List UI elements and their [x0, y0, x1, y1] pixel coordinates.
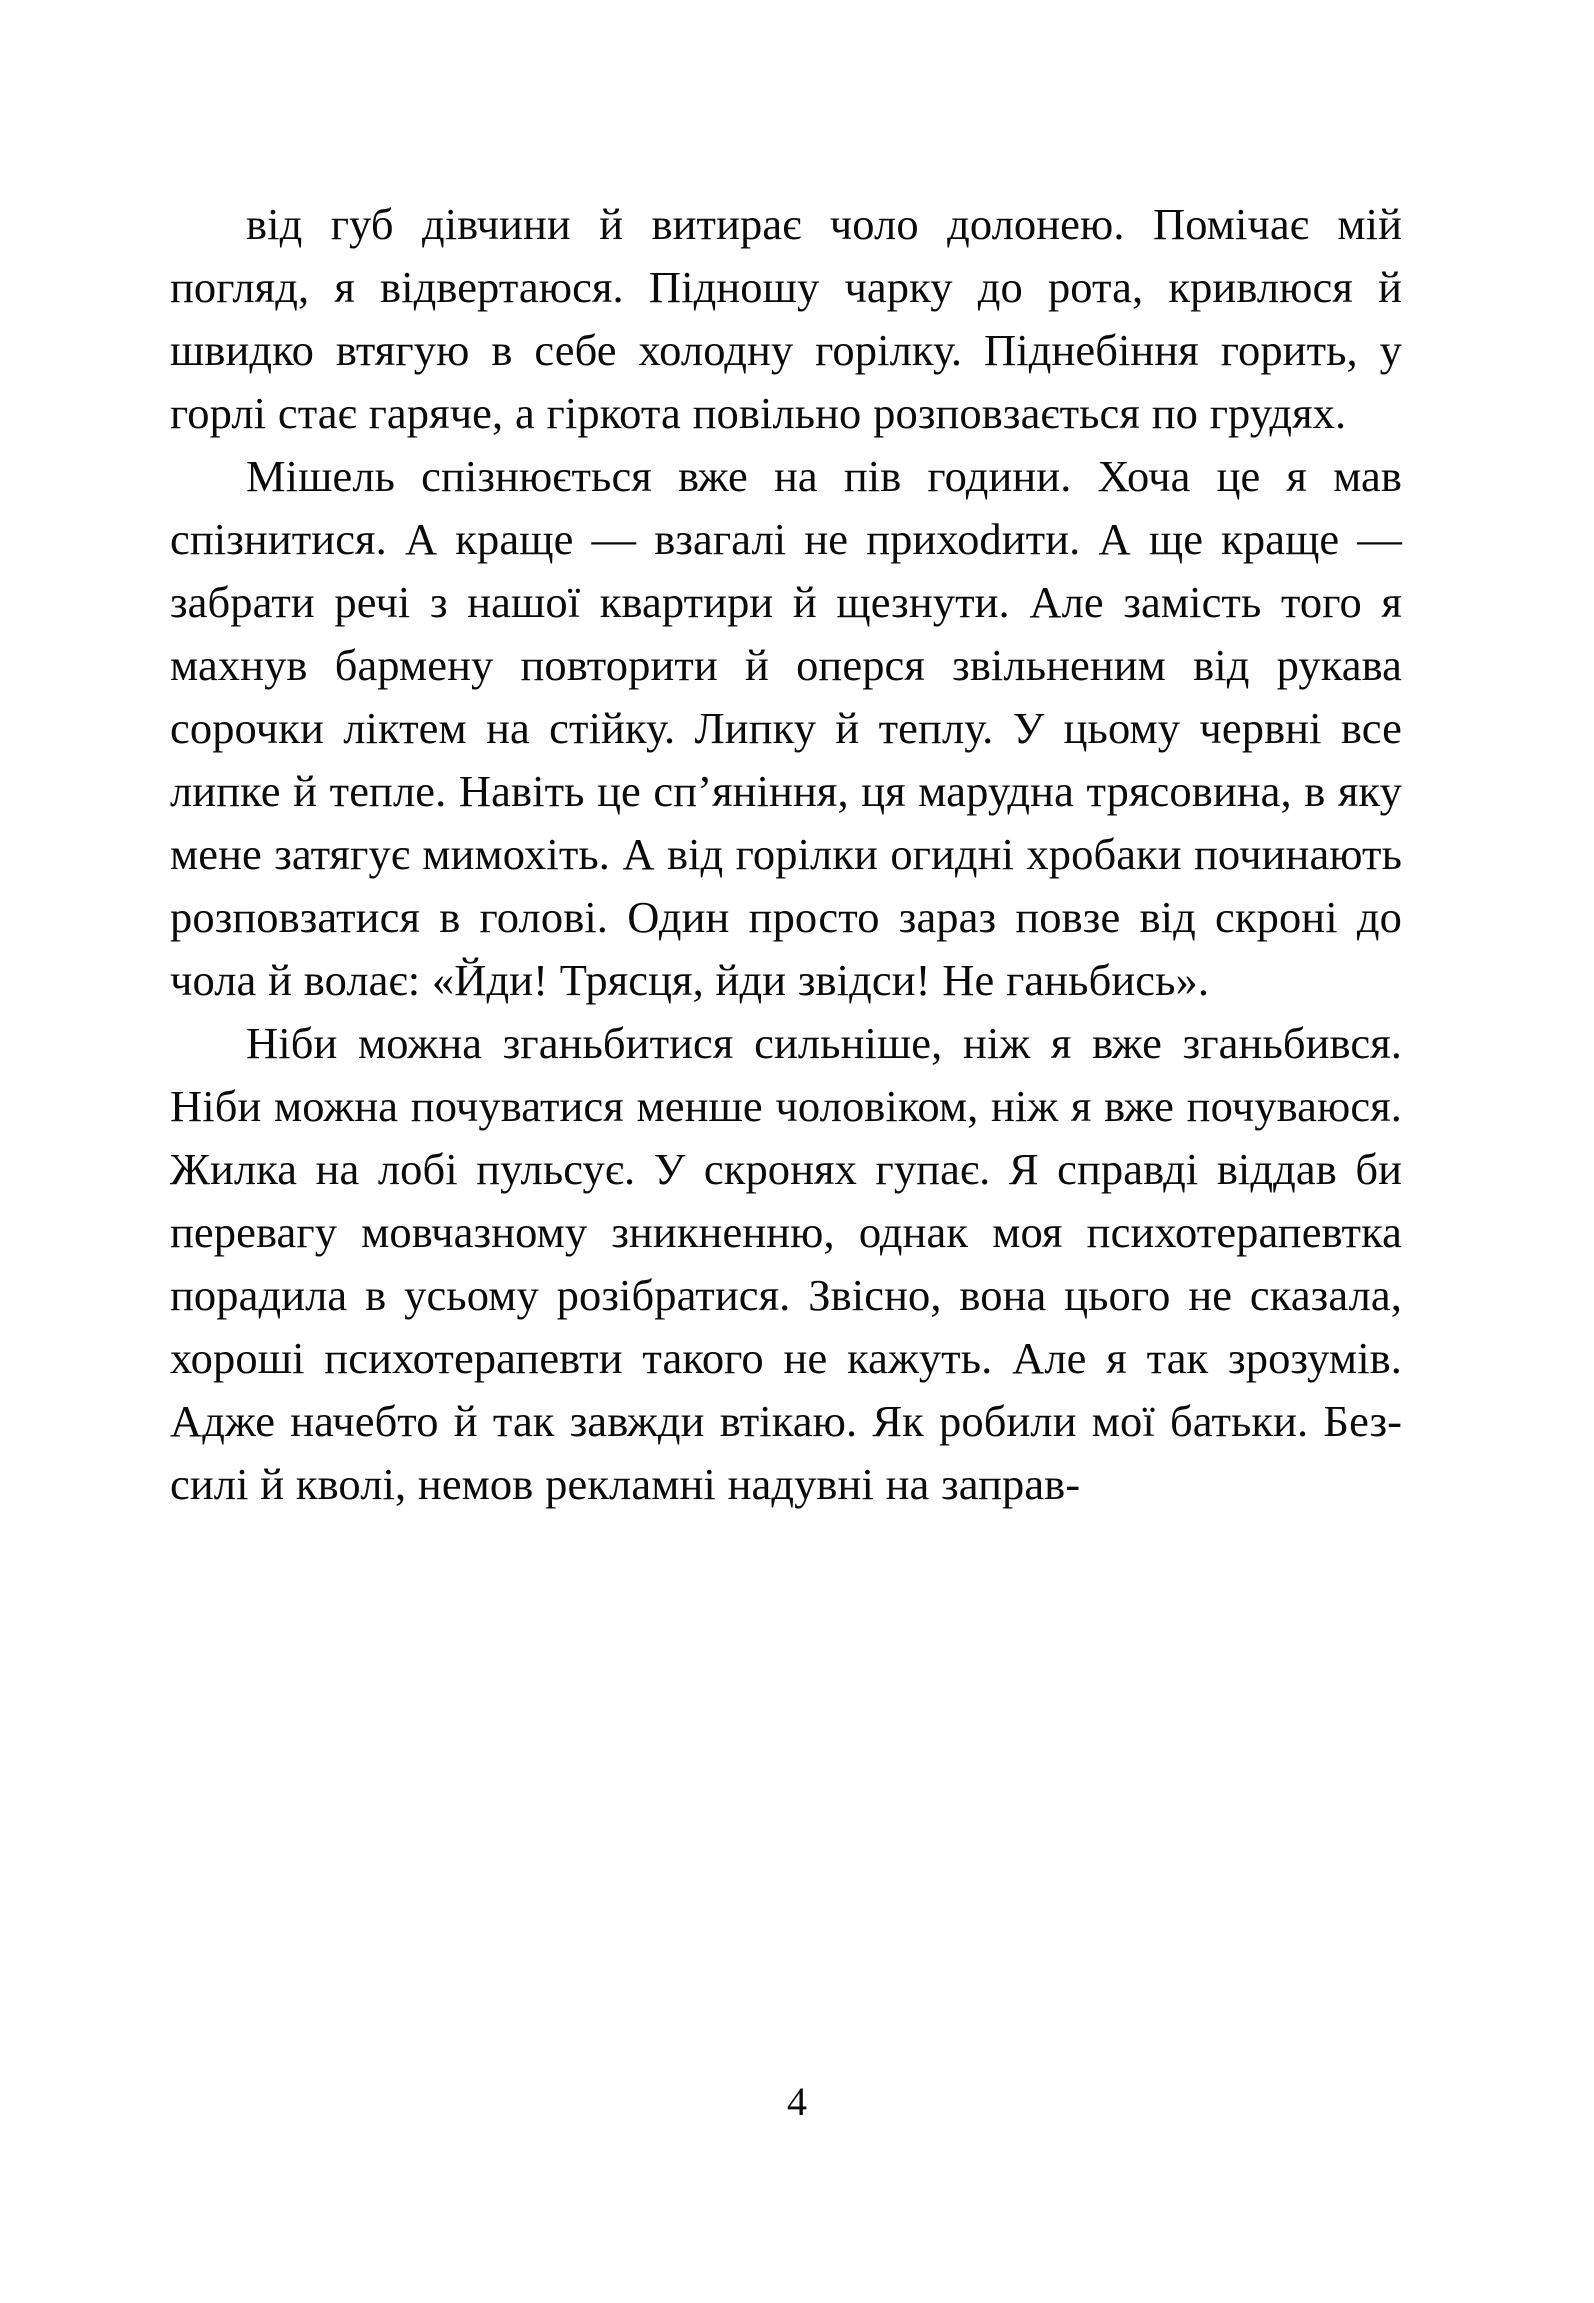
paragraph: Мішель спізнюється вже на пів години. Хоча це я мав спізнитися. А краще — взагалі не прихоdити. А ще краще — забрати речі з нашої квартири й щезнути. Але замість того я махнув бармену повторити й оперся звільненим від рукава сорочки ліктем на стійку. Липку й теплу. У цьому червні все липке й тепле. Навіть це сп’яніння, ця марудна трясовина, в яку мене затягує мимохіть. А від горілки огидні хробаки починають розповзатися в голові. Один просто зараз повзе від скроні до чола й волає: «Йди! Трясця, йди звідси! Не ганьбись».	[170, 451, 1402, 1005]
page-text-block	[170, 193, 1402, 1516]
page-number: 4	[787, 2079, 807, 2124]
paragraph: Ніби можна зганьбитися сильніше, ніж я вже зганьбився. Ніби можна почуватися менше чоловіком, ніж я вже почуваюся. Жилка на лобі пульсує. У скронях гупає. Я справді віддав би перевагу мовчазному зникненню, однак моя психотерапевтка порадила в усьому розібратися. Звісно, вона цього не сказала, хороші психотерапевти такого не кажуть. Але я так зрозумів. Адже начебто й так завжди втікаю. Як робили мої батьки. Безсилі й кволі, немов рекламні надувні на заправ-	[170, 1018, 1402, 1509]
paragraph: від губ дівчини й витирає чоло долонею. Помічає мій погляд, я відвертаюся. Підношу чарку до рота, кривлюся й швидко втягую в себе холодну горілку. Піднебіння горить, у горлі стає гаряче, а гіркота повільно розповзається по грудях.	[170, 199, 1402, 438]
